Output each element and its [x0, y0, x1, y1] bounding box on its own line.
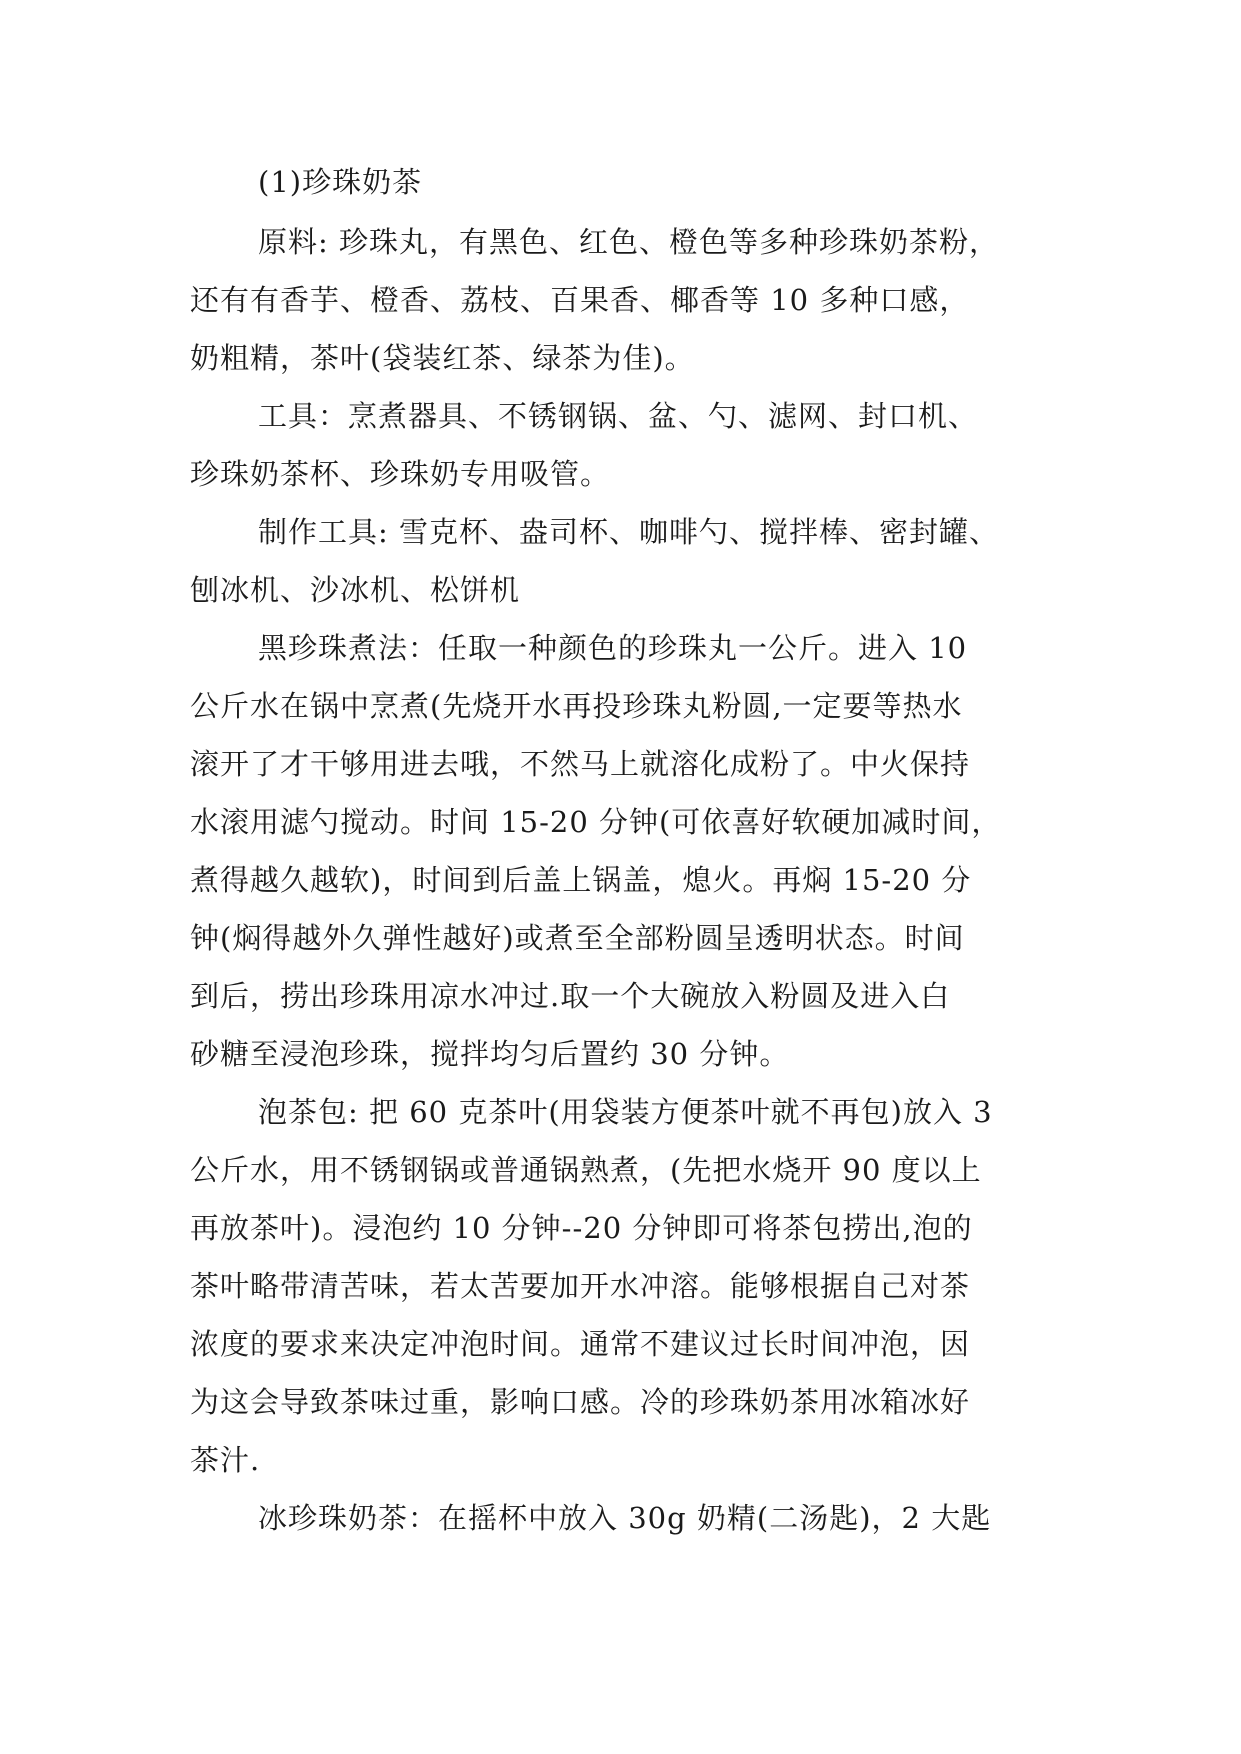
paragraph-line: 公斤水，用不锈钢锅或普通锅熟煮，(先把水烧开 90 度以上 [190, 1153, 982, 1187]
paragraph-line: 制作工具: 雪克杯、盎司杯、咖啡勺、搅拌棒、密封罐、 [258, 515, 999, 549]
paragraph-line: 煮得越久越软)，时间到后盖上锅盖，熄火。再焖 15-20 分 [190, 863, 972, 897]
paragraph-line: 工具：烹煮器具、不锈钢锅、盆、勺、滤网、封口机、 [258, 399, 979, 433]
paragraph-line: 为这会导致茶味过重，影响口感。冷的珍珠奶茶用冰箱冰好 [190, 1385, 971, 1419]
paragraph-line: 浓度的要求来决定冲泡时间。通常不建议过长时间冲泡，因 [190, 1327, 971, 1361]
paragraph-line: 再放茶叶)。浸泡约 10 分钟--20 分钟即可将茶包捞出,泡的 [190, 1211, 973, 1245]
paragraph-line: 泡茶包: 把 60 克茶叶(用袋装方便茶叶就不再包)放入 3 [258, 1095, 993, 1129]
paragraph-line: 茶汁. [190, 1443, 261, 1477]
paragraph-line: 刨冰机、沙冰机、松饼机 [190, 573, 521, 607]
paragraph-line: 公斤水在锅中烹煮(先烧开水再投珍珠丸粉圆,一定要等热水 [190, 689, 963, 723]
paragraph-line: 砂糖至浸泡珍珠，搅拌均匀后置约 30 分钟。 [190, 1037, 790, 1071]
paragraph-line: 原料: 珍珠丸，有黑色、红色、橙色等多种珍珠奶茶粉， [258, 225, 999, 259]
paragraph-line: 滚开了才干够用进去哦，不然马上就溶化成粉了。中火保持 [190, 747, 971, 781]
paragraph-line: 珍珠奶茶杯、珍珠奶专用吸管。 [190, 457, 611, 491]
paragraph-line: 冰珍珠奶茶：在摇杯中放入 30g 奶精(二汤匙)，2 大匙 [258, 1501, 992, 1535]
paragraph-line: 黑珍珠煮法：任取一种颜色的珍珠丸一公斤。进入 10 [258, 631, 968, 665]
paragraph-line: 水滚用滤勺搅动。时间 15-20 分钟(可依喜好软硬加减时间， [190, 805, 1002, 839]
section-heading: (1)珍珠奶茶 [258, 165, 423, 199]
paragraph-line: 奶粗精，茶叶(袋装红茶、绿茶为佳)。 [190, 341, 695, 375]
paragraph-line: 钟(焖得越外久弹性越好)或煮至全部粉圆呈透明状态。时间 [190, 921, 965, 955]
paragraph-line: 到后，捞出珍珠用凉水冲过.取一个大碗放入粉圆及进入白 [190, 979, 951, 1013]
paragraph-line: 茶叶略带清苦味，若太苦要加开水冲溶。能够根据自己对茶 [190, 1269, 971, 1303]
paragraph-line: 还有有香芋、橙香、荔枝、百果香、椰香等 10 多种口感， [190, 283, 970, 317]
